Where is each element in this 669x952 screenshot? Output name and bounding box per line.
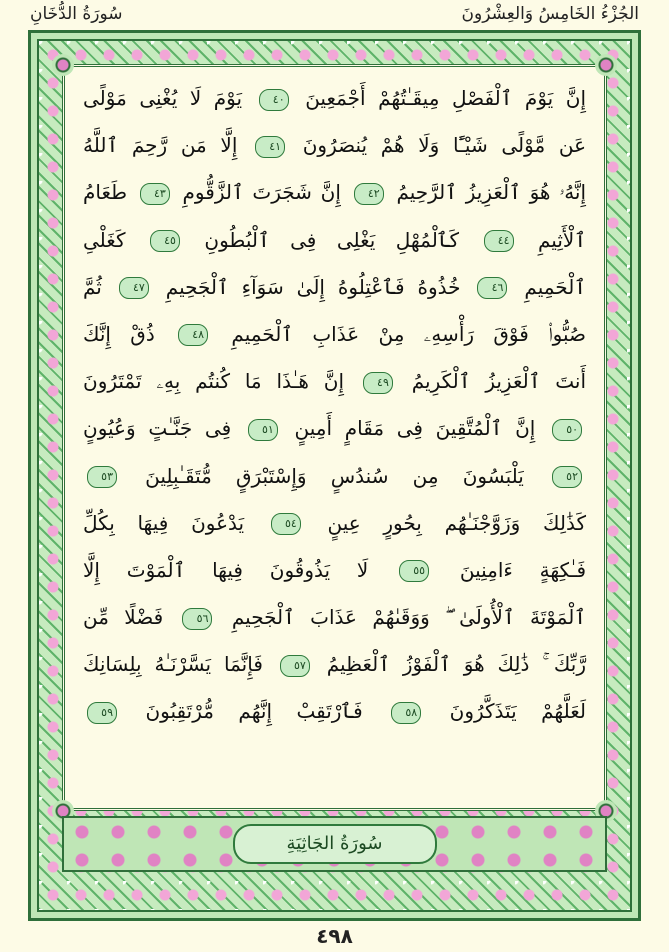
- ayah-marker: ٥٦: [182, 608, 212, 630]
- verse-text: أَنتَ ٱلْعَزِيزُ ٱلْكَرِيمُ: [411, 369, 587, 394]
- verse-line: [65, 594, 604, 641]
- verse-line: [65, 217, 604, 264]
- ayah-marker: ٥٢: [552, 466, 582, 488]
- ayah-marker: ٥٧: [280, 655, 310, 677]
- verse-line: [65, 169, 604, 216]
- verse-lines: [65, 75, 604, 736]
- verse-text: إِنَّ ٱلْمُتَّقِينَ فِى مَقَامٍ أَمِينٍ: [294, 416, 536, 441]
- verse-text: ذُقْ إِنَّكَ: [83, 321, 155, 346]
- verse-text: ثُمَّ: [83, 274, 102, 299]
- verse-text: فَٱرْتَقِبْ إِنَّهُم مُّرْتَقِبُونَ: [145, 699, 363, 724]
- next-surah-banner: [62, 816, 607, 872]
- page-number: ٤٩٨: [316, 924, 353, 948]
- verse-line: [65, 641, 604, 688]
- verse-line: [65, 358, 604, 405]
- surah-header: سُورَةُ الدُّخَانِ: [30, 4, 123, 24]
- ayah-marker: ٤٦: [477, 277, 507, 299]
- corner-ornament-icon: [52, 54, 74, 76]
- ayah-marker: ٤٨: [178, 324, 208, 346]
- verse-text: يَدْعُونَ فِيهَا بِكُلِّ: [83, 510, 245, 535]
- verse-text: إِنَّ يَوْمَ ٱلْفَصْلِ مِيقَـٰتُهُمْ أَجْمَعِينَ: [305, 86, 587, 110]
- juz-header: الجُزْءُ الخَامِسُ وَالعِشْرُونَ: [461, 4, 639, 24]
- ayah-marker: ٤١: [255, 136, 285, 158]
- verse-text: فَإِنَّمَا يَسَّرْنَـٰهُ بِلِسَانِكَ: [83, 652, 263, 677]
- verse-text: عَن مَّوْلًى شَيْـًٔا وَلَا هُمْ يُنصَرُونَ: [302, 133, 587, 158]
- verse-text: رَّبِّكَ ۚ ذَٰلِكَ هُوَ ٱلْفَوْزُ ٱلْعَظِيمُ: [326, 652, 586, 677]
- verse-line: [65, 264, 604, 311]
- ayah-marker: ٤٩: [363, 372, 393, 394]
- verse-text: صُبُّوا۟ فَوْقَ رَأْسِهِۦ مِنْ عَذَابِ ٱلْحَمِيمِ: [231, 321, 587, 346]
- verse-line: [65, 122, 604, 169]
- verse-text: فَـٰكِهَةٍ ءَامِنِينَ: [459, 557, 587, 582]
- verse-line: [65, 75, 604, 122]
- verse-text: فِى جَنَّـٰتٍ وَعُيُونٍ: [83, 416, 232, 441]
- verse-text: يَلْبَسُونَ مِن سُندُسٍ وَإِسْتَبْرَقٍ مُّتَقَـٰبِلِينَ: [145, 463, 524, 488]
- ayah-marker: ٤٣: [140, 183, 170, 205]
- ayah-marker: ٥٠: [552, 419, 582, 441]
- ayah-marker: ٥٨: [391, 702, 421, 724]
- verse-line: [65, 547, 604, 594]
- verse-text: لَا يَذُوقُونَ فِيهَا ٱلْمَوْتَ إِلَّا: [83, 557, 369, 582]
- ayah-marker: ٤٢: [354, 183, 384, 205]
- verse-text: فَضْلًا مِّن: [83, 605, 164, 630]
- verse-text: إِلَّا مَن رَّحِمَ ٱللَّهُ: [83, 133, 238, 158]
- surah-title: سُورَةُ الجَاثِيَةِ: [233, 824, 437, 864]
- verse-text: ٱلْمَوْتَةَ ٱلْأُولَىٰ ۖ وَوَقَىٰهُمْ عَذَابَ ٱلْجَحِيمِ: [231, 605, 587, 630]
- verse-line: [65, 500, 604, 547]
- verse-line: [65, 311, 604, 358]
- verse-text: كَٱلْمُهْلِ يَغْلِى فِى ٱلْبُطُونِ: [204, 227, 460, 252]
- verse-text: كَغَلْىِ: [83, 227, 126, 252]
- verse-text: إِنَّ شَجَرَتَ ٱلزَّقُّومِ: [182, 180, 341, 205]
- verse-line: [65, 688, 604, 735]
- verse-text: ٱلْحَمِيمِ: [524, 274, 587, 299]
- ayah-marker: ٥٣: [87, 466, 117, 488]
- ayah-marker: ٥١: [248, 419, 278, 441]
- verse-text: يَوْمَ لَا يُغْنِى مَوْلًى: [83, 86, 243, 110]
- ayah-marker: ٥٤: [271, 513, 301, 535]
- ayah-marker: ٤٧: [119, 277, 149, 299]
- verse-text: كَذَٰلِكَ وَزَوَّجْنَـٰهُم بِحُورٍ عِينٍ: [327, 510, 586, 535]
- ayah-marker: ٥٩: [87, 702, 117, 724]
- verse-line: [65, 405, 604, 452]
- verse-text: خُذُوهُ فَٱعْتِلُوهُ إِلَىٰ سَوَآءِ ٱلْجَحِيمِ: [165, 274, 461, 299]
- ayah-marker: ٤٠: [259, 89, 289, 111]
- verse-text: لَعَلَّهُمْ يَتَذَكَّرُونَ: [449, 699, 586, 724]
- verse-text: طَعَامُ: [83, 180, 128, 205]
- ayah-marker: ٤٤: [484, 230, 514, 252]
- ayah-marker: ٥٥: [399, 560, 429, 582]
- verse-line: [65, 453, 604, 500]
- verse-text: ٱلْأَثِيمِ: [538, 227, 587, 252]
- text-panel: [62, 64, 607, 811]
- verse-text: إِنَّ هَـٰذَا مَا كُنتُم بِهِۦ تَمْتَرُونَ: [83, 369, 345, 394]
- verse-text: إِنَّهُۥ هُوَ ٱلْعَزِيزُ ٱلرَّحِيمُ: [396, 180, 587, 205]
- corner-ornament-icon: [595, 54, 617, 76]
- ayah-marker: ٤٥: [150, 230, 180, 252]
